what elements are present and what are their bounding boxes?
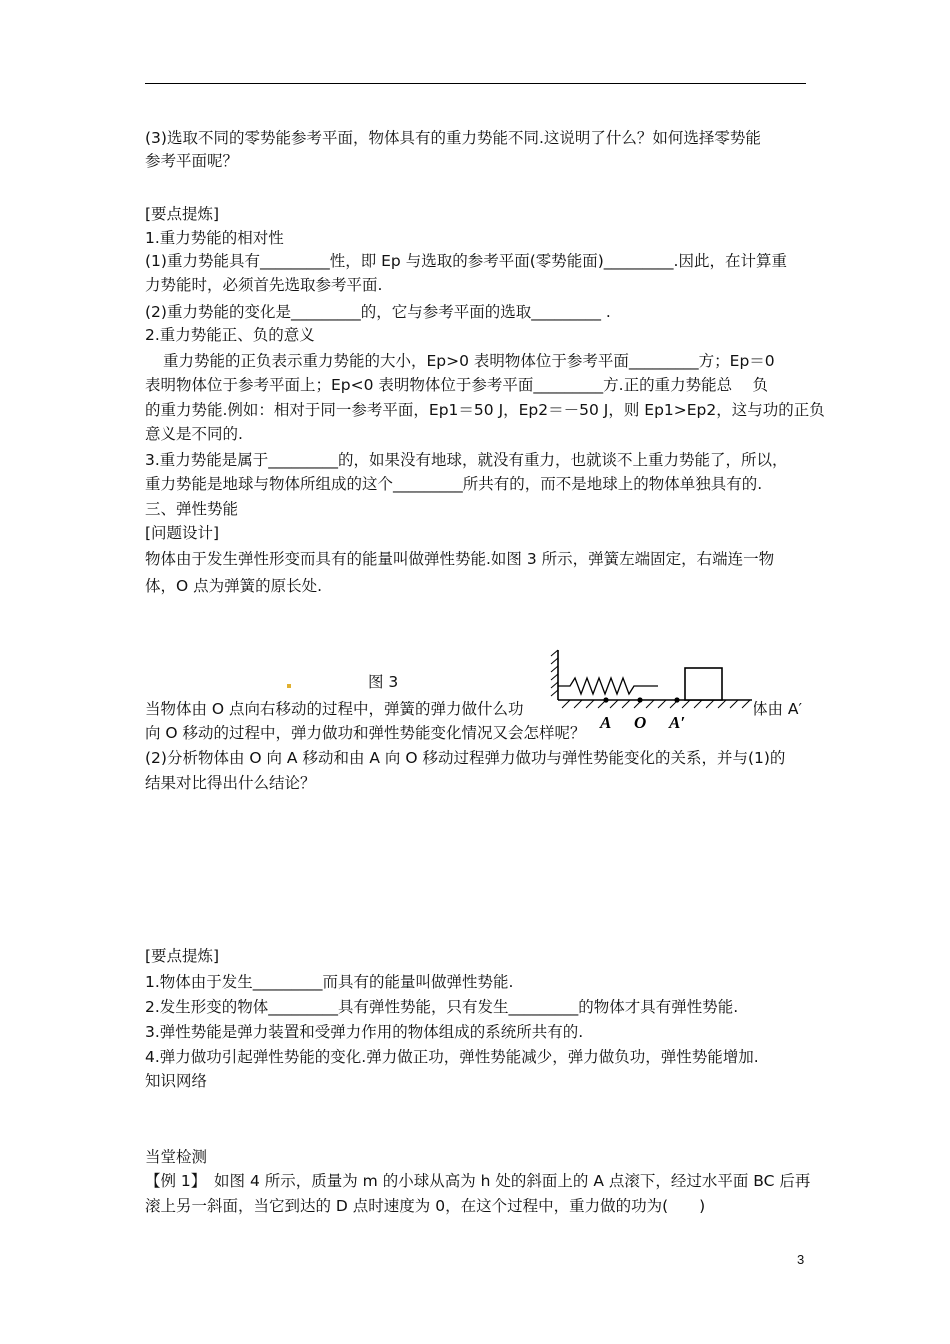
label-a: A — [600, 713, 612, 732]
example-1-line-1: 【例 1】 如图 4 所示，质量为 m 的小球从高为 h 处的斜面上的 A 点滚下，经过水平面 BC 后再 — [145, 1172, 811, 1190]
point-3-line-1: 3.重力势能是属于_________的，如果没有地球，就没有重力，也就谈不上重力势能了，所以， — [145, 451, 788, 469]
question-3-line-1: (3)选取不同的零势能参考平面，物体具有的重力势能不同.这说明了什么？如何选择零势能 — [145, 129, 761, 147]
intro-line-2: 体，O 点为弹簧的原长处. — [145, 577, 323, 595]
decorative-dot — [287, 684, 291, 688]
point-1-1-line-2: 力势能时，必须首先选取参考平面. — [145, 276, 383, 294]
section-3-heading: 三、弹性势能 — [145, 500, 239, 518]
question-3-line-2: 参考平面呢？ — [145, 152, 239, 170]
spring — [558, 678, 658, 694]
question-1-line-2: 向 O 移动的过程中，弹力做功和弹性势能变化情况又会怎样呢？ — [145, 724, 586, 742]
header-rule — [145, 83, 806, 84]
question-1-line-1b: 体由 A′ — [752, 700, 803, 718]
point-2-title: 2.重力势能正、负的意义 — [145, 326, 315, 344]
question-2-line-1: (2)分析物体由 O 向 A 移动和由 A 向 O 移动过程弹力做功与弹性势能变化的关系，并与(1)的 — [145, 749, 786, 767]
knowledge-network-heading: 知识网络 — [145, 1072, 208, 1090]
point-1-2: (2)重力势能的变化是_________的，它与参考平面的选取_________ . — [145, 303, 611, 321]
label-o: O — [634, 713, 647, 732]
figure-3-caption: 图 3 — [368, 673, 399, 691]
wall-hatching — [551, 650, 558, 696]
point-3-line-2: 重力势能是地球与物体所组成的这个_________所共有的，而不是地球上的物体单独具有的. — [145, 475, 763, 493]
question-2-line-2: 结果对比得出什么结论？ — [145, 774, 316, 792]
elastic-point-1: 1.物体由于发生_________而具有的能量叫做弹性势能. — [145, 973, 514, 991]
elastic-point-2: 2.发生形变的物体_________具有弹性势能，只有发生_________的物体才具有弹性势能. — [145, 998, 739, 1016]
floor-hatching — [562, 700, 750, 708]
in-class-test-heading: 当堂检测 — [145, 1148, 208, 1166]
point-2-line-1: 重力势能的正负表示重力势能的大小，Ep>0 表明物体位于参考平面_________方；Ep＝0 — [163, 352, 775, 370]
question-1-line-1a: 当物体由 O 点向右移动的过程中，弹簧的弹力做什么功 — [145, 700, 524, 718]
point-2-line-4: 意义是不同的. — [145, 425, 243, 443]
key-points-heading: [要点提炼] — [145, 205, 220, 223]
point-o-dot — [637, 697, 642, 702]
key-points-heading-2: [要点提炼] — [145, 947, 220, 965]
block — [685, 668, 722, 700]
point-1-title: 1.重力势能的相对性 — [145, 229, 284, 247]
example-1-line-2: 滚上另一斜面，当它到达的 D 点时速度为 0，在这个过程中，重力做的功为( ) — [145, 1197, 706, 1215]
page-number: 3 — [797, 1252, 805, 1267]
point-a-prime-dot — [674, 697, 679, 702]
elastic-point-3: 3.弹性势能是弹力装置和受弹力作用的物体组成的系统所共有的. — [145, 1023, 584, 1041]
elastic-point-4: 4.弹力做功引起弹性势能的变化.弹力做正功，弹性势能减少，弹力做负功，弹性势能增加. — [145, 1048, 759, 1066]
point-2-line-2: 表明物体位于参考平面上；Ep<0 表明物体位于参考平面_________方.正的重力势能总 负 — [145, 376, 769, 394]
problem-design-heading: [问题设计] — [145, 524, 220, 542]
label-a-prime: A′ — [669, 713, 686, 732]
point-2-line-3: 的重力势能.例如：相对于同一参考平面，Ep1＝50 J，Ep2＝－50 J，则 Ep1>Ep2，这与功的正负 — [145, 401, 825, 419]
intro-line-1: 物体由于发生弹性形变而具有的能量叫做弹性势能.如图 3 所示，弹簧左端固定，右端连一物 — [145, 550, 775, 568]
point-1-1-line-1: (1)重力势能具有_________性，即 Ep 与选取的参考平面(零势能面)_________.因此，在计算重 — [145, 252, 787, 270]
point-a-dot — [603, 697, 608, 702]
